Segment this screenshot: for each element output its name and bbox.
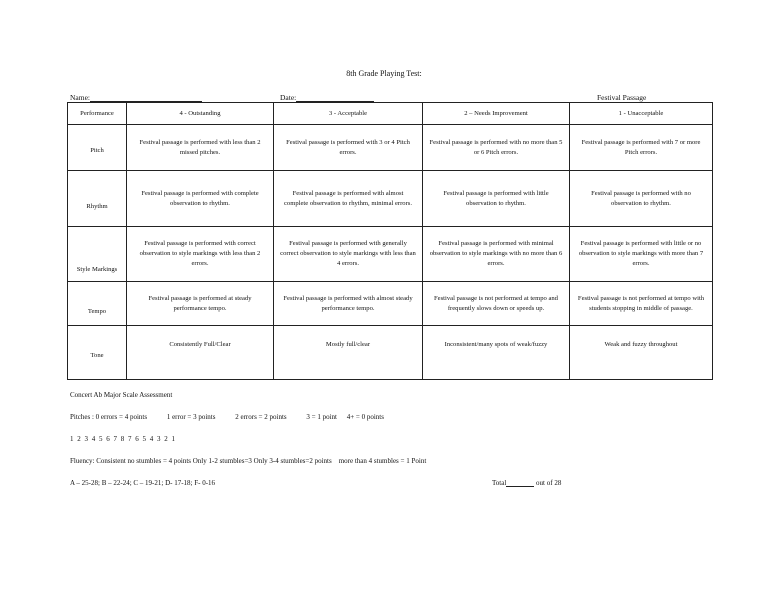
rubric-row-tempo (68, 282, 713, 326)
row-label: Tone (68, 326, 127, 380)
rubric-cell: Mostly full/clear (274, 326, 423, 380)
rubric-cell: Consistently Full/Clear (127, 326, 274, 380)
column-header: 2 – Needs Improvement (423, 103, 570, 125)
name-label: Name: (70, 93, 90, 102)
row-label: Tempo (68, 282, 127, 326)
rubric-cell: Festival passage is performed with complete observation to rhythm. (127, 171, 274, 227)
pitches-item: 2 errors = 2 points (235, 413, 287, 421)
date-label: Date: (280, 93, 297, 102)
name-field[interactable] (70, 93, 202, 102)
pitches-scoring (70, 413, 402, 421)
rubric-cell: Festival passage is not performed at tempo with students stopping in middle of passage. (570, 282, 713, 326)
column-header: Performance (68, 103, 127, 125)
rubric-row-style-markings (68, 227, 713, 282)
page-title: 8th Grade Playing Test: (346, 69, 422, 78)
rubric-cell: Festival passage is performed with little or no observation to style markings with more than 7 errors. (570, 227, 713, 282)
date-field[interactable] (280, 93, 374, 102)
rubric-cell: Festival passage is performed with minimal observation to style markings with no more than 6 errors. (423, 227, 570, 282)
row-label: Style Markings (68, 227, 127, 282)
rubric-cell: Festival passage is performed with no more than 5 or 6 Pitch errors. (423, 125, 570, 171)
total-label: Total (492, 479, 507, 487)
rubric-header-row (68, 103, 713, 125)
rubric-table (67, 102, 713, 380)
fluency-scoring: Fluency: Consistent no stumbles = 4 points Only 1-2 stumbles=3 Only 3-4 stumbles=2 points more than 4 stumbles = 1 Point (70, 457, 427, 465)
rubric-cell: Festival passage is performed with less than 2 missed pitches. (127, 125, 274, 171)
rubric-row-rhythm (68, 171, 713, 227)
scale-heading: Concert Ab Major Scale Assessment (70, 391, 173, 399)
date-blank-line[interactable] (296, 94, 374, 102)
rubric-cell: Inconsistent/many spots of weak/fuzzy (423, 326, 570, 380)
row-label: Rhythm (68, 171, 127, 227)
rubric-cell: Festival passage is performed with 3 or 4 Pitch errors. (274, 125, 423, 171)
column-header: 4 - Outstanding (127, 103, 274, 125)
rubric-cell: Festival passage is not performed at tempo and frequently slows down or speeds up. (423, 282, 570, 326)
rubric-cell: Festival passage is performed with little observation to rhythm. (423, 171, 570, 227)
rubric-cell: Festival passage is performed with generally correct observation to style markings with less than 4 errors. (274, 227, 423, 282)
rubric-cell: Festival passage is performed with correct observation to style markings with less than 2 errors. (127, 227, 274, 282)
total-suffix: out of 28 (536, 479, 562, 487)
rubric-cell: Festival passage is performed with 7 or more Pitch errors. (570, 125, 713, 171)
rubric-cell: Festival passage is performed at steady performance tempo. (127, 282, 274, 326)
rubric-cell: Festival passage is performed with almost steady performance tempo. (274, 282, 423, 326)
pitches-item: 1 error = 3 points (166, 413, 216, 421)
column-header: 1 - Unacceptable (570, 103, 713, 125)
rubric-cell: Weak and fuzzy throughout (570, 326, 713, 380)
grading-scale: A – 25-28; B – 22-24; C – 19-21; D- 17-18; F- 0-16 (70, 479, 216, 487)
rubric-cell: Festival passage is performed with almost complete observation to rhythm, minimal errors. (274, 171, 423, 227)
festival-passage-label: Festival Passage (597, 93, 647, 102)
rubric-cell: Festival passage is performed with no observation to rhythm. (570, 171, 713, 227)
pitches-label: Pitches : 0 errors = 4 points (70, 413, 148, 421)
scale-degrees: 1 2 3 4 5 6 7 8 7 6 5 4 3 2 1 (70, 435, 176, 443)
column-header: 3 - Acceptable (274, 103, 423, 125)
rubric-row-pitch (68, 125, 713, 171)
name-blank-line[interactable] (90, 94, 202, 102)
rubric-row-tone (68, 326, 713, 380)
pitches-item: 3 = 1 point (306, 413, 337, 421)
pitches-item: 4+ = 0 points (346, 413, 384, 421)
row-label: Pitch (68, 125, 127, 171)
total-field[interactable] (492, 479, 561, 487)
total-blank-line[interactable] (506, 479, 534, 487)
